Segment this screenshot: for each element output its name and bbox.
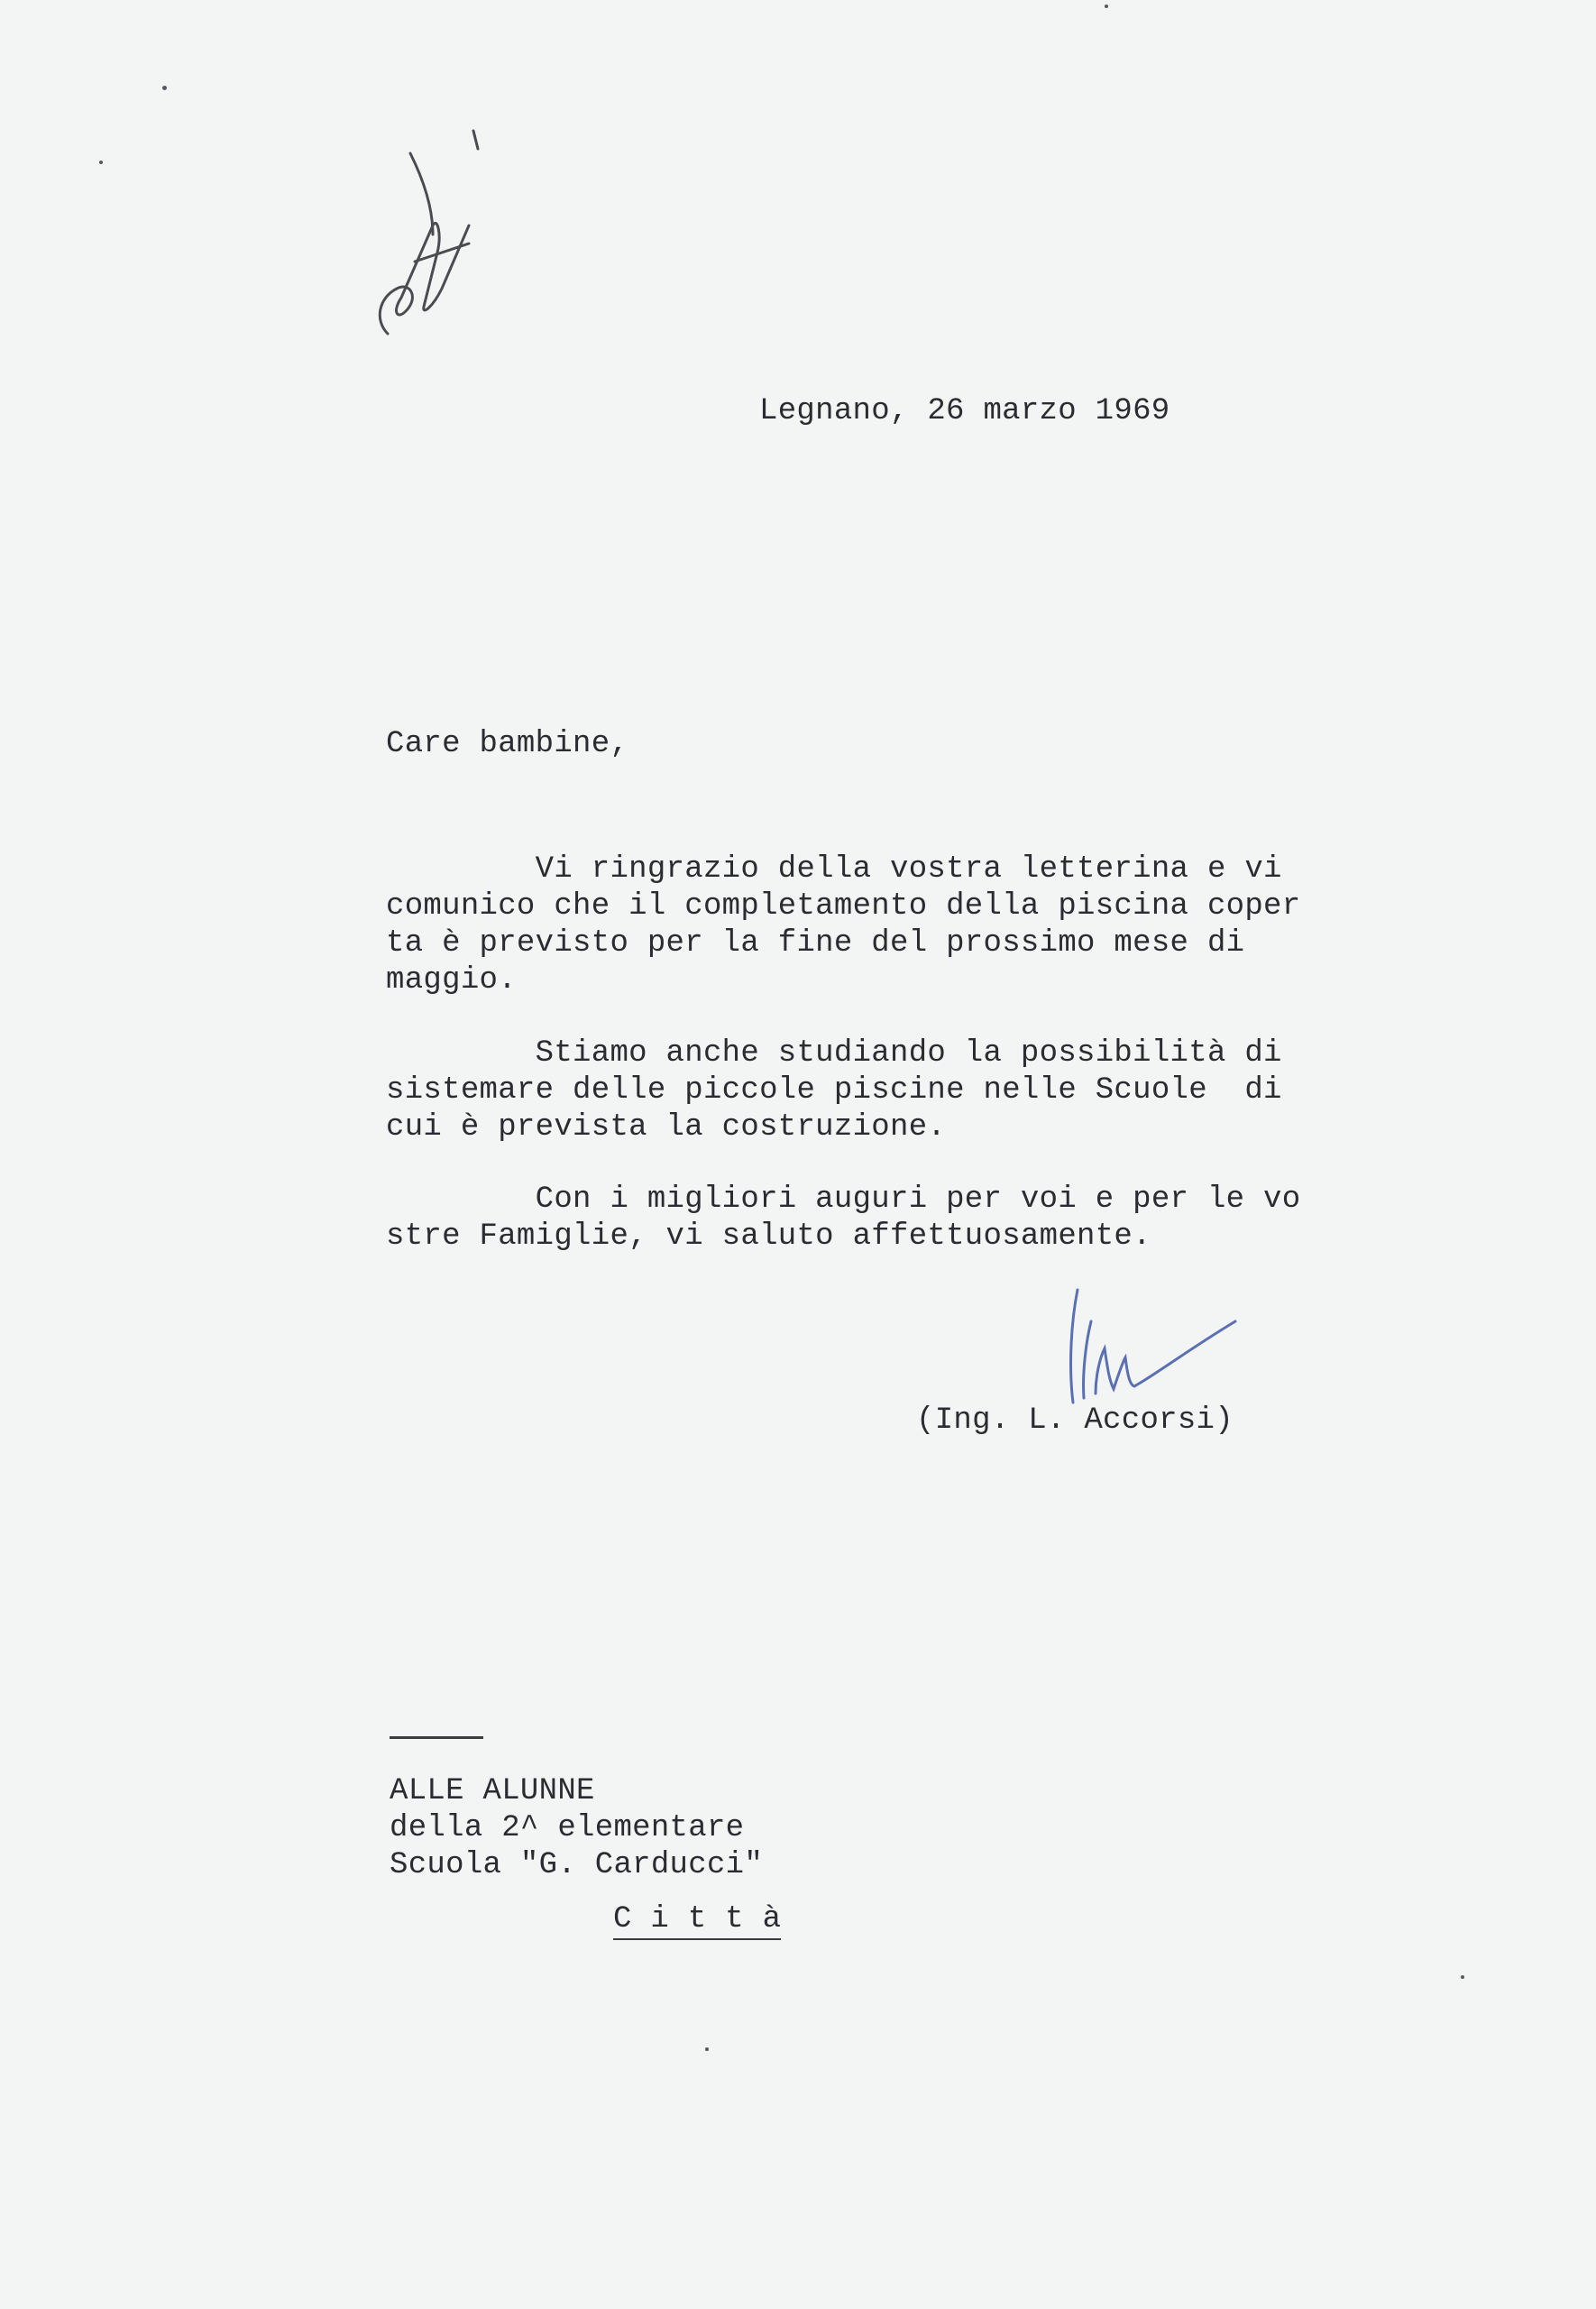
body-line: sistemare delle piccole piscine nelle Scuole di xyxy=(386,1073,1282,1108)
body-line: maggio. xyxy=(386,963,517,998)
paper-speck xyxy=(162,86,167,90)
paper-speck xyxy=(705,2047,709,2051)
body-line: Con i migliori auguri per voi e per le vo xyxy=(386,1182,1301,1217)
paper-speck xyxy=(99,161,103,164)
body-line: stre Famiglie, vi saluto affettuosamente. xyxy=(386,1219,1151,1254)
paper-speck xyxy=(1461,1975,1464,1979)
body-line: ta è previsto per la fine del prossimo mese di xyxy=(386,926,1245,961)
handwritten-signature xyxy=(1046,1285,1244,1412)
address-city: C i t t à xyxy=(613,1901,781,1940)
body-line: Stiamo anche studiando la possibilità di xyxy=(386,1036,1282,1071)
separator-line xyxy=(390,1736,483,1739)
address-line: Scuola "G. Carducci" xyxy=(390,1848,764,1882)
address-line: ALLE ALUNNE xyxy=(390,1774,595,1808)
salutation: Care bambine, xyxy=(386,727,629,761)
handwritten-annotation xyxy=(370,126,514,343)
address-line: della 2^ elementare xyxy=(390,1811,745,1845)
body-line: comunico che il completamento della piscina coper xyxy=(386,889,1301,924)
paper-speck xyxy=(1105,5,1108,8)
place-date: Legnano, 26 marzo 1969 xyxy=(759,394,1170,428)
signatory-name: (Ing. L. Accorsi) xyxy=(916,1403,1234,1438)
body-line: Vi ringrazio della vostra letterina e vi xyxy=(386,852,1282,887)
body-line: cui è prevista la costruzione. xyxy=(386,1110,947,1145)
